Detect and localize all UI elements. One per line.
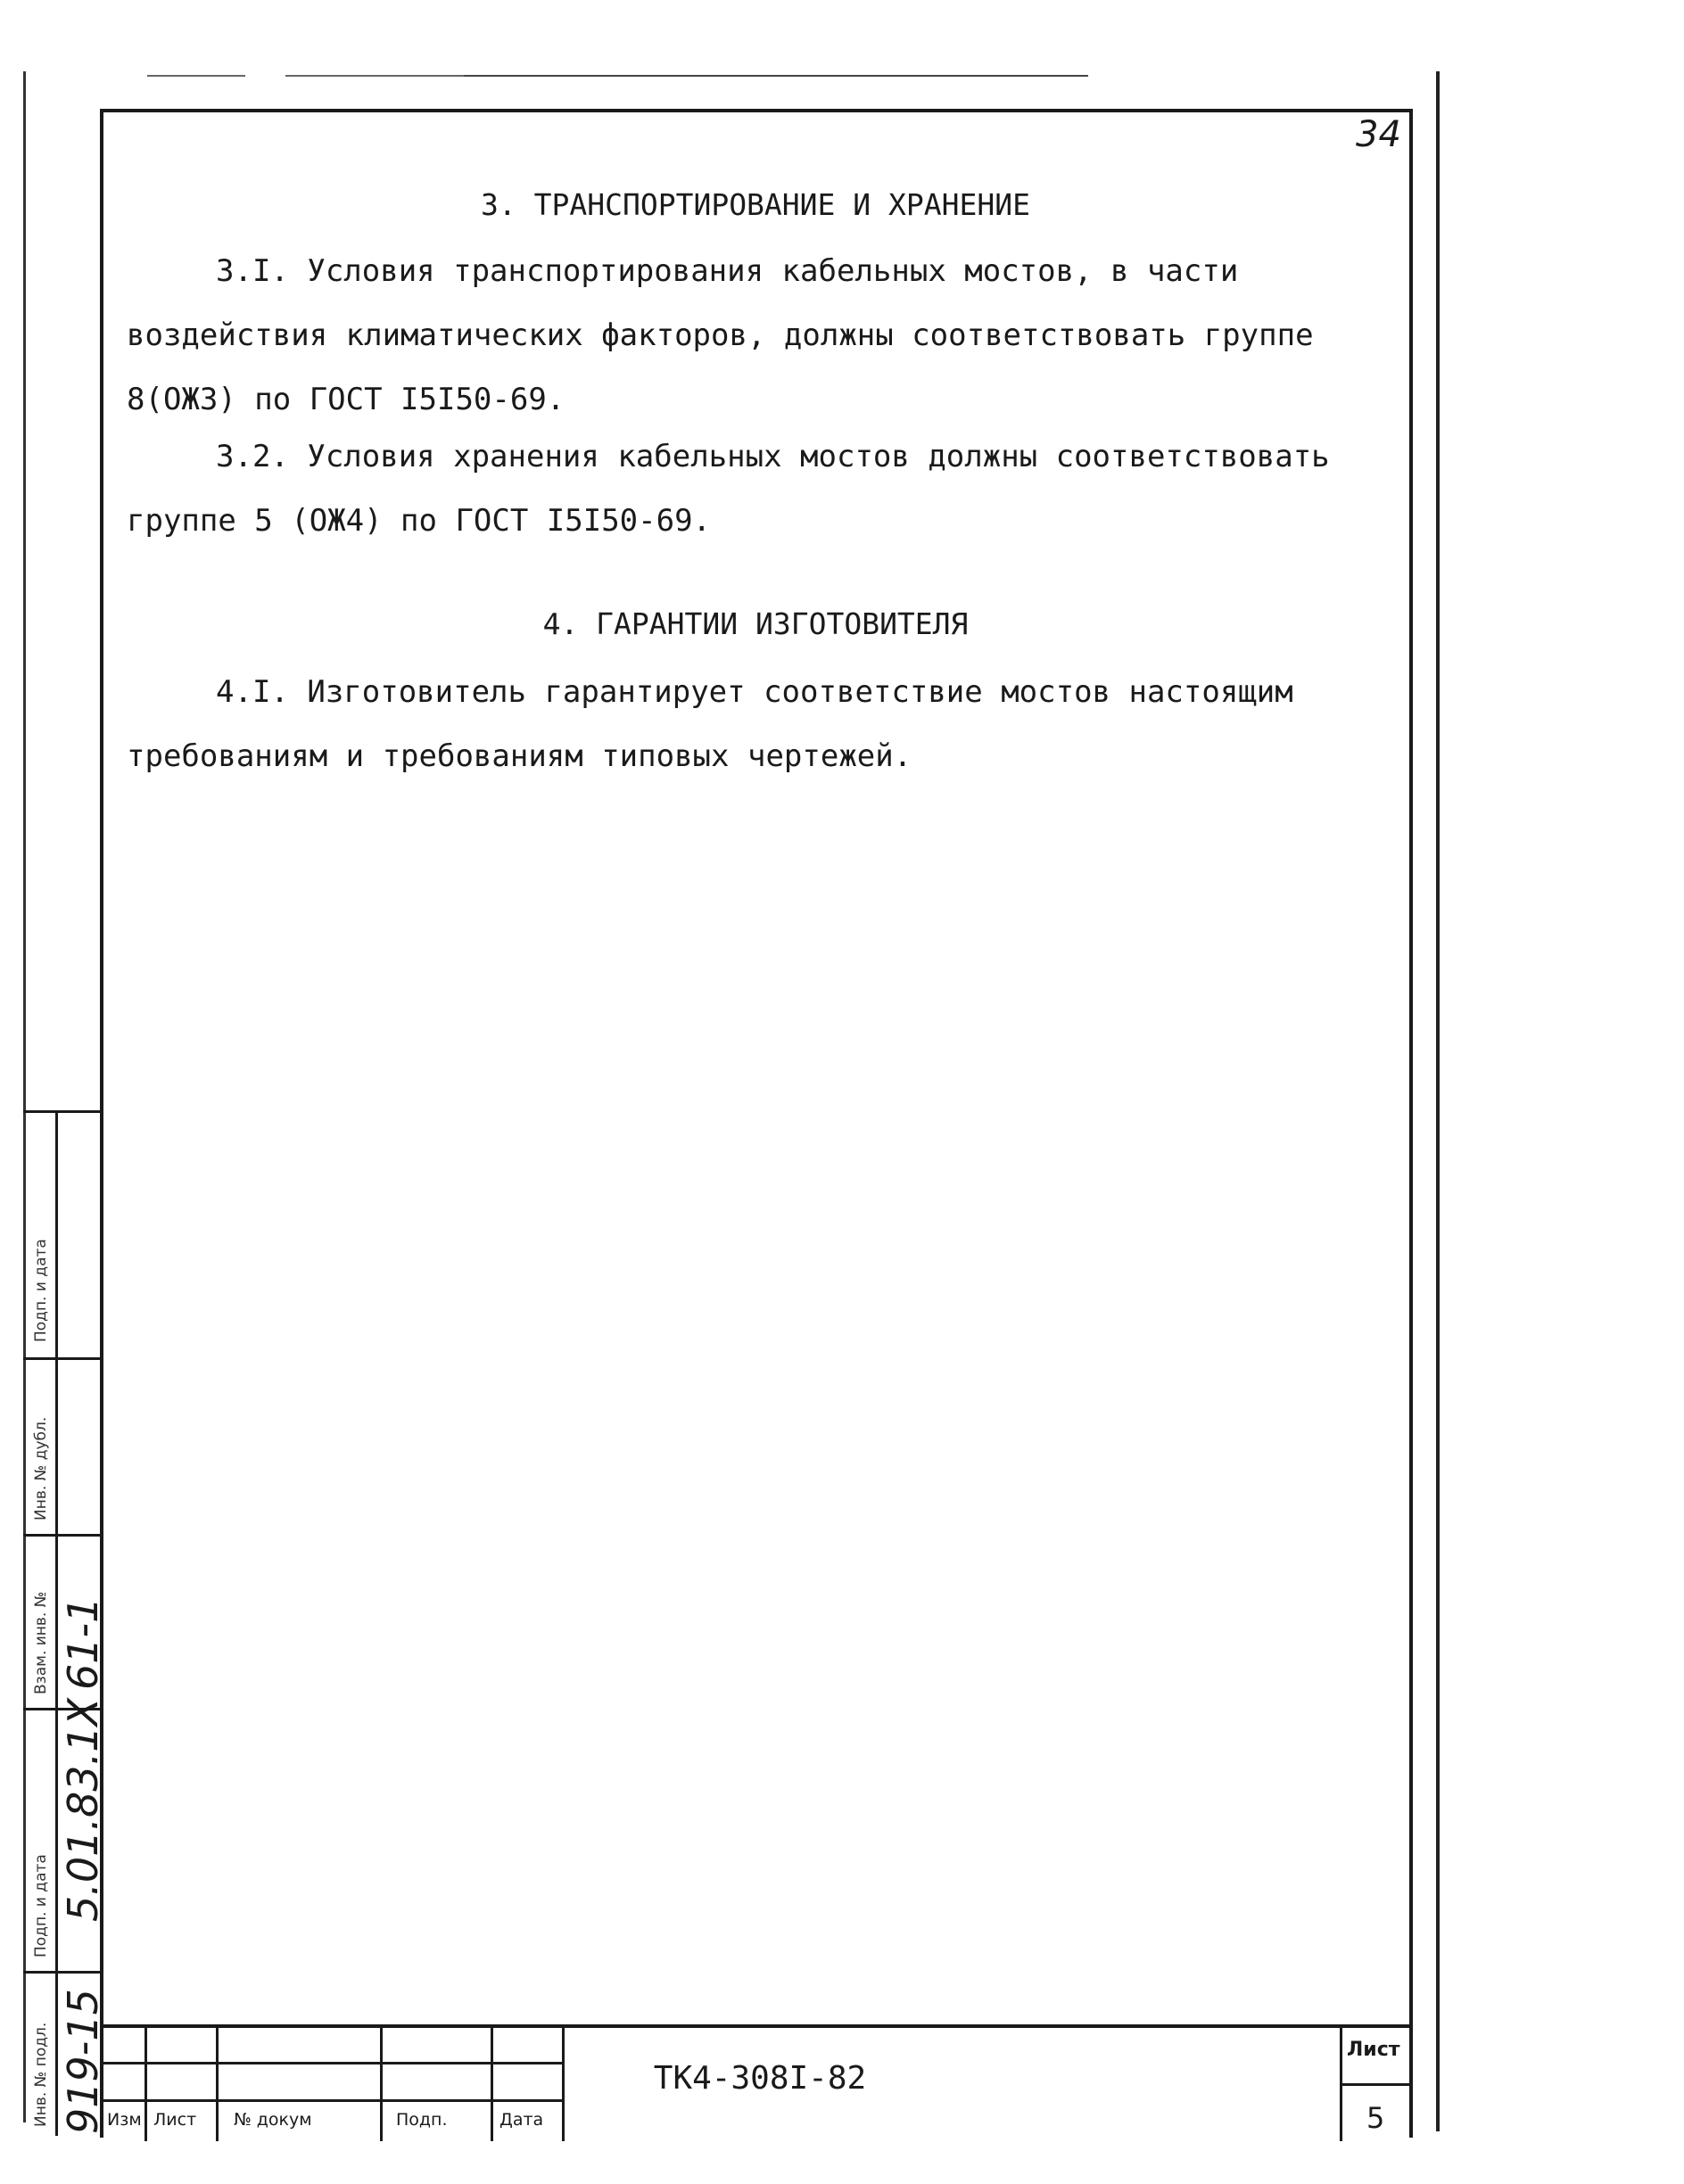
- paragraph-3-1: 3.I. Условия транспортирования кабельных мостов, в части воздействия климатических факторов, должны соответствовать группе 8(ОЖ3) по ГОСТ I5I50-69.: [127, 253, 1314, 417]
- side-label: Взам. инв. №: [32, 1591, 50, 1694]
- stamp-row-line: [1340, 2083, 1413, 2086]
- side-row-line: [23, 1534, 100, 1537]
- page-number: 34: [1356, 114, 1401, 155]
- outer-right-border: [1436, 71, 1440, 2131]
- section-3-heading: 3. ТРАНСПОРТИРОВАНИЕ И ХРАНЕНИЕ: [481, 187, 1030, 222]
- sheet-label: Лист: [1347, 2039, 1400, 2061]
- paragraph-3-2: 3.2. Условия хранения кабельных мостов должны соответствовать группе 5 (ОЖ4) по ГОСТ I5I50-69.: [127, 439, 1330, 539]
- sheet-value: 5: [1366, 2101, 1385, 2135]
- stamp-divider: [144, 2028, 147, 2141]
- col-label-sheet: Лист: [153, 2110, 197, 2130]
- section-4-heading: 4. ГАРАНТИИ ИЗГОТОВИТЕЛЯ: [542, 606, 969, 641]
- side-label: Подп. и дата: [32, 1854, 50, 1957]
- paragraph-4-1: 4.I. Изготовитель гарантирует соответствие мостов настоящим требованиям и требованиям типовых чертежей.: [127, 674, 1293, 774]
- title-block: [100, 2024, 1413, 2141]
- col-label-signature: Подп.: [396, 2110, 448, 2130]
- document-code: ТК4-308I-82: [653, 2060, 867, 2097]
- side-stamp: [23, 1110, 107, 2136]
- side-handwritten-number: 61-1: [59, 1596, 107, 1690]
- side-handwritten-inventory: 919-15: [59, 1989, 107, 2134]
- side-row-line: [23, 1971, 100, 1974]
- stamp-divider: [216, 2028, 219, 2141]
- side-label: Подп. и дата: [32, 1239, 50, 1342]
- stamp-divider: [380, 2028, 383, 2141]
- side-row-line: [23, 1110, 100, 1113]
- top-dash-line: [285, 75, 482, 77]
- side-column-line: [55, 1110, 58, 2136]
- stamp-row-line: [100, 2099, 564, 2102]
- col-label-date: Дата: [499, 2110, 544, 2130]
- side-label: Инв. № дубл.: [32, 1416, 50, 1521]
- top-dash-line: [147, 75, 245, 77]
- col-label-doc-number: № докум: [234, 2110, 312, 2130]
- side-handwritten-date: 5.01.83.1Х: [59, 1698, 107, 1922]
- top-dash-line: [464, 75, 1088, 77]
- side-row-line: [23, 1357, 100, 1360]
- col-label-change: Изм: [107, 2110, 142, 2130]
- side-label: Инв. № подл.: [32, 2022, 50, 2127]
